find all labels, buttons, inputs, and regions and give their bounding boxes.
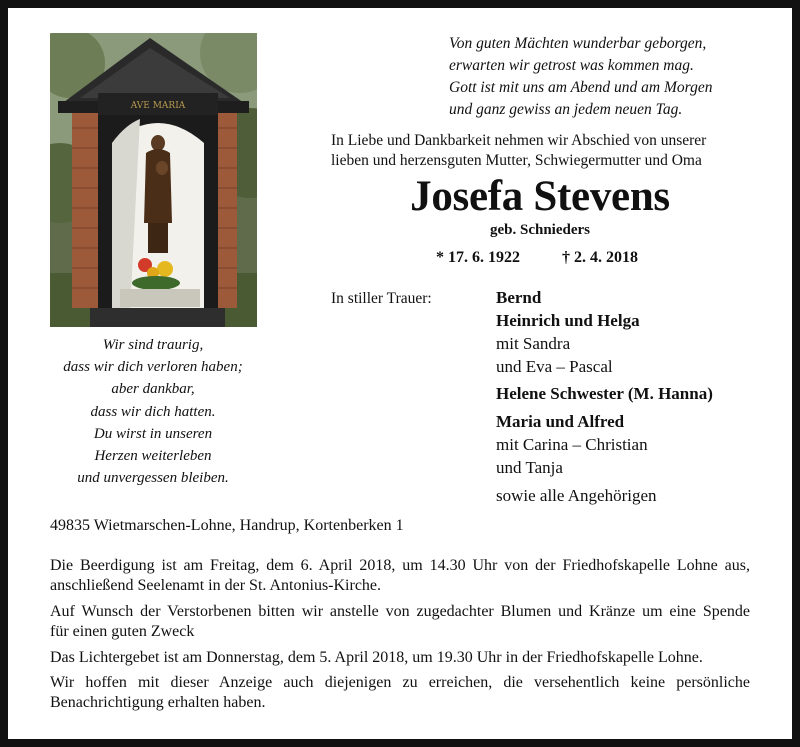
donation-paragraph <box>50 602 750 642</box>
paragraph-line: Benachrichtigung erhalten haben. <box>50 694 266 711</box>
left-poem-line: dass wir dich hatten. <box>90 403 216 420</box>
paragraph-line: Auf Wunsch der Verstorbenen bitten wir anstelle von zugedachter Blumen und Kränze um eine Spende <box>50 603 750 620</box>
prayer-paragraph <box>50 648 750 668</box>
top-poem <box>449 33 713 121</box>
left-poem-line: Du wirst in unseren <box>93 425 213 442</box>
deceased-name: Josefa Stevens <box>410 173 670 220</box>
address: 49835 Wietmarschen-Lohne, Handrup, Kortenberken 1 <box>50 517 404 534</box>
mourner-line: sowie alle Angehörigen <box>496 486 657 505</box>
farewell-intro <box>331 131 706 171</box>
left-poem-line: aber dankbar, <box>111 381 195 398</box>
paragraph-line: Die Beerdigung ist am Freitag, dem 6. April 2018, um 14.30 Uhr von der Friedhofskapelle Lohne aus, <box>50 557 750 574</box>
mourner-line: Heinrich und Helga <box>496 311 640 330</box>
svg-text:AVE MARIA: AVE MARIA <box>130 101 186 111</box>
paragraph-line: Das Lichtergebet ist am Donnerstag, dem 5. April 2018, um 19.30 Uhr in der Friedhofskapelle Lohne. <box>50 649 703 666</box>
paragraph-line: Wir hoffen mit dieser Anzeige auch diejenigen zu erreichen, die versehentlich keine persönliche <box>50 674 750 691</box>
left-poem-line: Herzen weiterleben <box>94 448 212 465</box>
mourner-line: Maria und Alfred <box>496 412 625 431</box>
mourner-line: mit Sandra <box>496 334 571 353</box>
mourner-line: Helene Schwester (M. Hanna) <box>496 384 713 403</box>
intro-line: In Liebe und Dankbarkeit nehmen wir Abschied von unserer <box>331 132 707 149</box>
maiden-name: geb. Schnieders <box>489 222 590 238</box>
mourner-line: und Eva – Pascal <box>496 357 613 376</box>
left-poem <box>40 334 266 489</box>
top-poem-line: und ganz gewiss an jedem neuen Tag. <box>449 101 683 118</box>
top-poem-line: Gott ist mit uns am Abend und am Morgen <box>449 79 713 96</box>
shrine-image <box>50 33 257 327</box>
left-poem-line: Wir sind traurig, <box>102 337 204 353</box>
intro-line: lieben und herzensguten Mutter, Schwiegermutter und Oma <box>331 152 702 169</box>
mourner-line: Bernd <box>496 288 542 307</box>
left-poem-line: dass wir dich verloren haben; <box>63 359 243 376</box>
mourner-line: mit Carina – Christian <box>496 435 648 454</box>
top-poem-line: erwarten wir getrost was kommen mag. <box>449 57 694 74</box>
left-poem-line: und unvergessen bleiben. <box>77 470 229 487</box>
mourners-label: In stiller Trauer: <box>331 290 432 307</box>
paragraph-line: anschließend Seelenamt in der St. Antonius-Kirche. <box>50 577 382 594</box>
top-poem-line: Von guten Mächten wunderbar geborgen, <box>449 35 707 52</box>
paragraph-line: für einen guten Zweck <box>50 623 195 640</box>
shrine-photo <box>50 33 257 327</box>
death-date: † 2. 4. 2018 <box>562 249 638 266</box>
birth-date: * 17. 6. 1922 <box>436 249 520 266</box>
funeral-paragraph <box>50 556 750 596</box>
notice-paragraph <box>50 673 750 713</box>
mourner-line: und Tanja <box>496 458 563 477</box>
